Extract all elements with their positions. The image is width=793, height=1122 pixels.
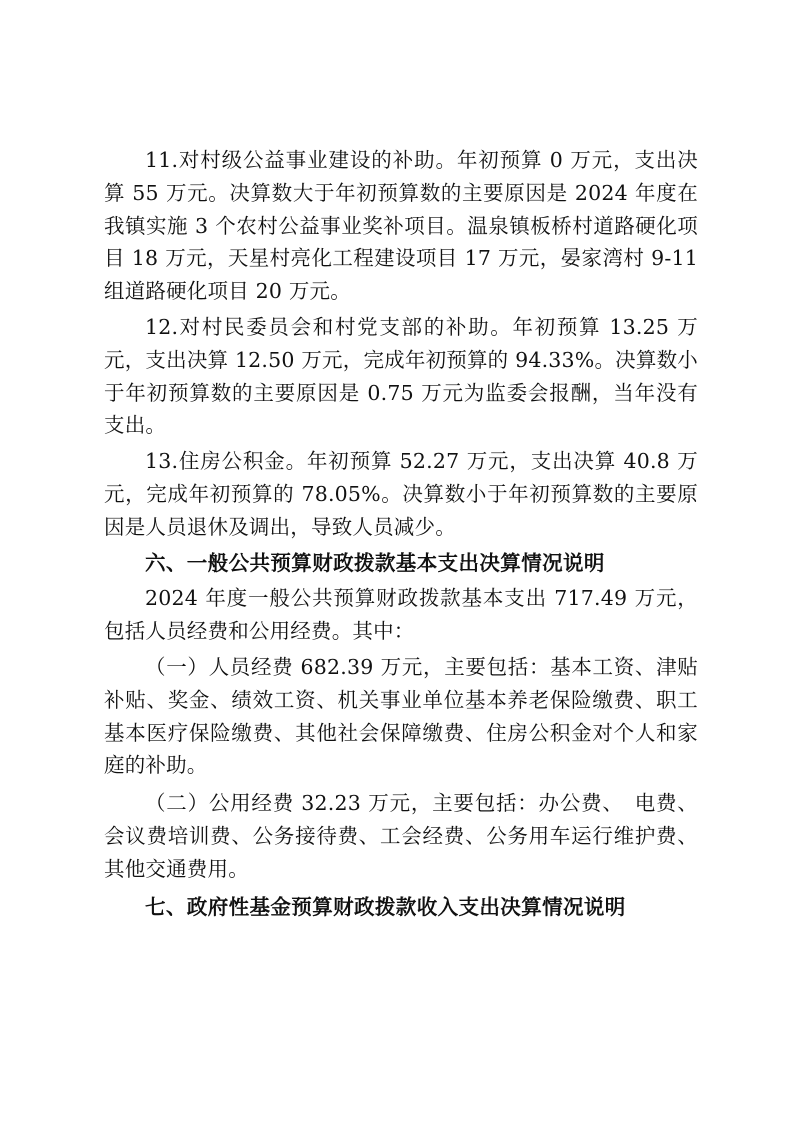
paragraph-housing-provident-fund: 13.住房公积金。年初预算 52.27 万元，支出决算 40.8 万元，完成年初预算的 78.05%。决算数小于年初预算数的主要原因是人员退休及调出，导致人员减少。 xyxy=(104,449,698,539)
paragraph-village-public-welfare-subsidy: 11.对村级公益事业建设的补助。年初预算 0 万元，支出决算 55 万元。决算数大于年初预算数的主要原因是 2024 年度在我镇实施 3 个农村公益事业奖补项目。温泉镇板桥村道路硬化项目 18 万元，天星村亮化工程建设项目 17 万元，晏家湾村 9-11 组道路硬化项目 20 万元。 xyxy=(104,148,698,304)
document-page xyxy=(104,144,698,923)
section-heading-basic-expenditure: 六、一般公共预算财政拨款基本支出决算情况说明 xyxy=(145,550,605,575)
paragraph-personnel-expenses: （一）人员经费 682.39 万元，主要包括：基本工资、津贴补贴、奖金、绩效工资、机关事业单位基本养老保险缴费、职工基本医疗保险缴费、其他社会保障缴费、住房公积金对个人和家庭的补助。 xyxy=(104,654,698,778)
paragraph-public-expenses: （二）公用经费 32.23 万元，主要包括：办公费、 电费、会议费培训费、公务接待费、工会经费、公务用车运行维护费、其他交通费用。 xyxy=(104,791,698,881)
paragraph-basic-expenditure-total: 2024 年度一般公共预算财政拨款基本支出 717.49 万元，包括人员经费和公用经费。其中： xyxy=(104,586,698,644)
section-heading-government-fund: 七、政府性基金预算财政拨款收入支出决算情况说明 xyxy=(145,894,626,919)
paragraph-village-committee-subsidy: 12.对村民委员会和村党支部的补助。年初预算 13.25 万元，支出决算 12.50 万元，完成年初预算的 94.33%。决算数小于年初预算数的主要原因是 0.75 万元为监委会报酬，当年没有支出。 xyxy=(104,314,698,438)
